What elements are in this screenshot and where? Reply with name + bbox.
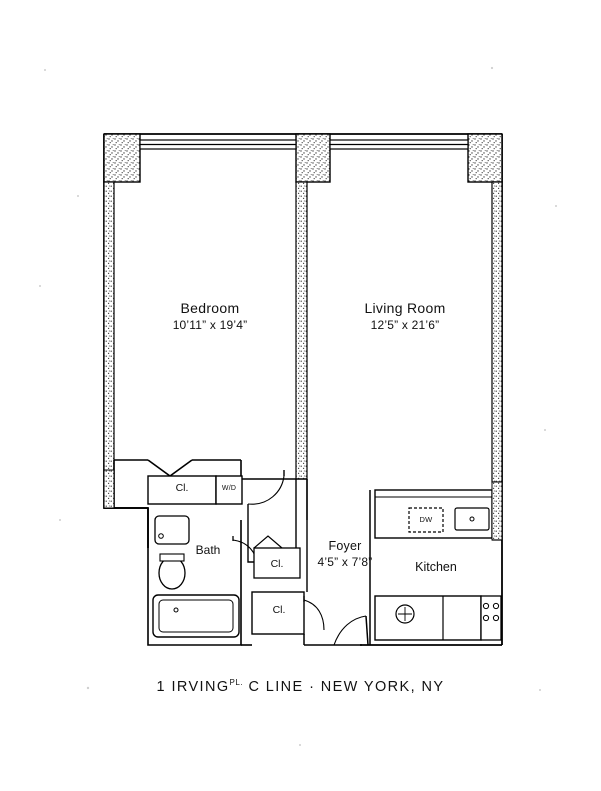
caption-line: C LINE	[248, 678, 304, 695]
room-label-foyer	[290, 539, 400, 570]
closet-label-bedroom: Cl.	[175, 482, 189, 494]
living-room-dimensions: 12’5” x 21’6”	[370, 317, 440, 332]
bedroom-dimensions: 10’11” x 19’4”	[172, 317, 248, 332]
closet-label-hall: Cl.	[270, 558, 284, 570]
room-label-bath: Bath	[195, 543, 221, 557]
plan-caption	[0, 678, 601, 695]
caption-city: NEW YORK, NY	[320, 678, 445, 695]
foyer-name: Foyer	[328, 539, 362, 553]
caption-building-suffix: PL.	[229, 678, 244, 687]
closet-label-foyer: Cl.	[272, 604, 286, 616]
foyer-dimensions: 4’5” x 7’8”	[317, 554, 373, 569]
washer-dryer-label: W/D	[221, 485, 237, 492]
room-label-living-room	[315, 300, 495, 333]
caption-building: 1 IRVING	[156, 678, 230, 695]
living-room-name: Living Room	[364, 300, 446, 316]
room-label-bedroom	[120, 300, 300, 333]
caption-separator: ·	[309, 678, 316, 695]
room-label-kitchen: Kitchen	[415, 560, 457, 574]
dishwasher-label: DW	[419, 515, 433, 524]
bedroom-name: Bedroom	[180, 300, 240, 316]
